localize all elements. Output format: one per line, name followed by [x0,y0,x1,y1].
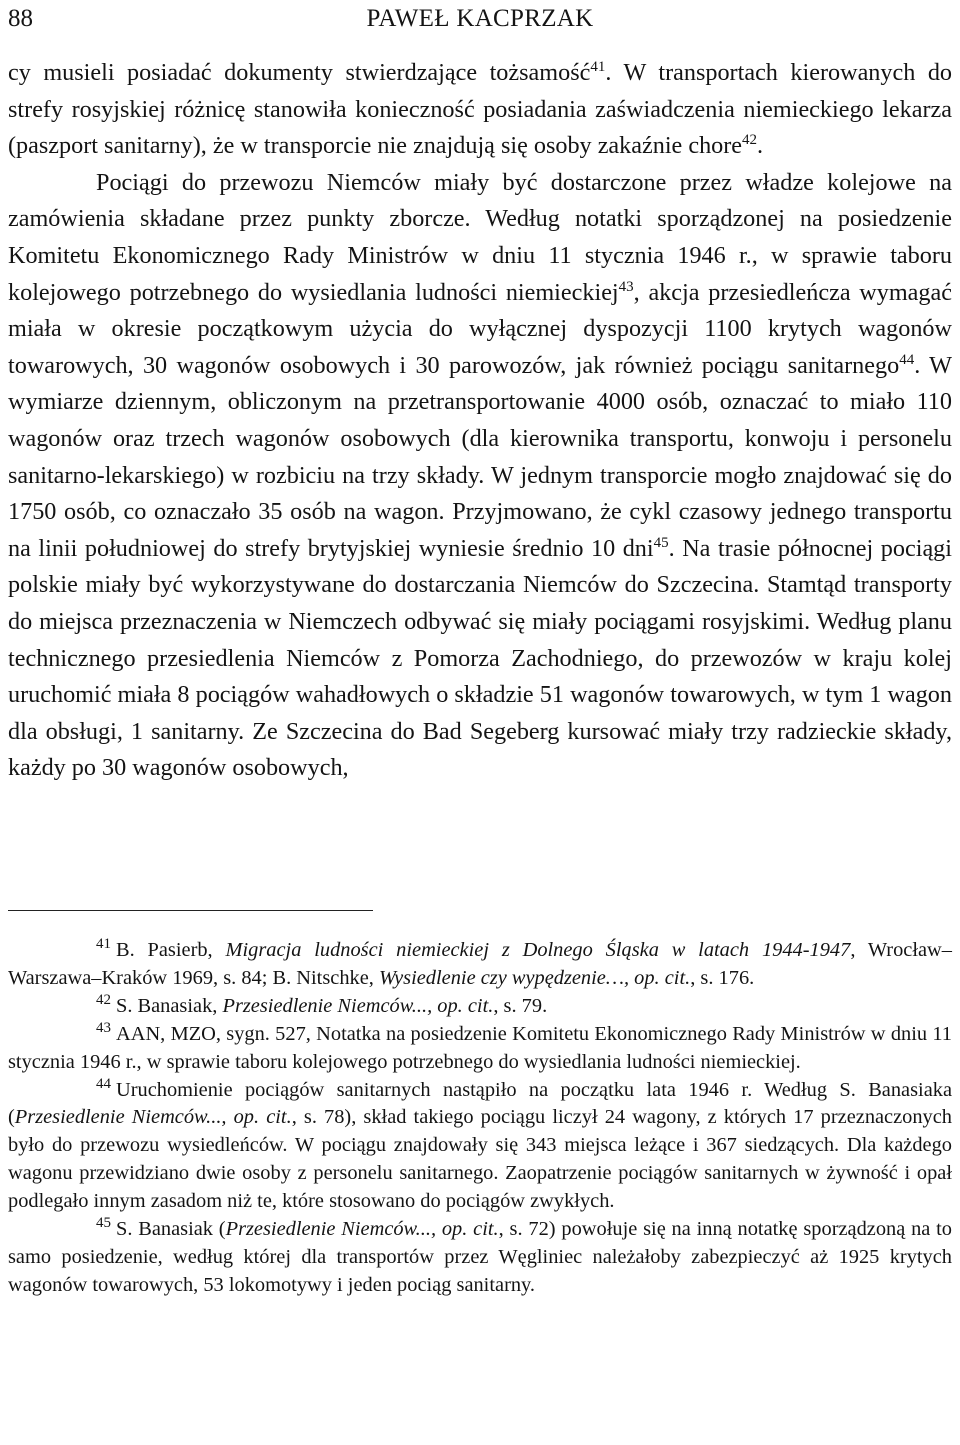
text-run: . W wymiarze dziennym, obliczonym na przetransportowanie 4000 osób, oznaczać to miało 110 wagonów oraz trzech wagonów osobowych (dla kierownika transportu, konwoju i personelu sanitarno-lekarskiego) w rozbiciu na trzy składy. W jednym transporcie mogło znajdować się do 1750 osób, co oznaczało 35 osób na wagon. Przyjmowano, że cykl czasowy jednego transportu na linii południowej do strefy brytyjskiej wyniesie średnio 10 dni [8,351,952,562]
footnote-43 [8,1021,952,1077]
footnote-44 [8,1077,952,1217]
footnote-number: 44 [96,1075,111,1092]
footnote-text: S. Banasiak, [116,994,223,1017]
paragraph-1 [8,55,952,165]
footnote-41 [8,937,952,993]
footnote-title: Przesiedlenie Niemców..., op. cit. [14,1106,292,1129]
footnote-number: 41 [96,936,111,952]
footnote-title: Migracja ludności niemieckiej z Dolnego Śląska w latach 1944-1947 [225,939,851,961]
text-run: . Na trasie północnej pociągi polskie miały być wykorzystywane do dostarczania Niemców do Szczecina. Stamtąd transporty do miejsca przeznaczenia w Niemczech odbywać się miały pociągami rosyjskimi. Według planu technicznego przesiedlenia Niemców z Pomorza Zachodniego, do przewozów w kraju kolej uruchomić miała 8 pociągów wahadłowych o składzie 51 wagonów towarowych, w tym 1 wagon dla obsługi, 1 sanitarny. Ze Szczecina do Bad Segeberg kursować miały trzy radzieckie składy, każdy po 30 wagonów osobowych, [8,534,952,782]
footnote-text: , s. 72) powołuje się na inną notatkę sporządzoną na to samo posiedzenie, według której dla transportów przez Węgliniec należałoby zabezpieczyć aż 1925 krytych wagonów towarowych, 53 lokomotywy i jeden pociąg sanitarny. [8,1218,953,1296]
footnote-text: Uruchomienie pociągów sanitarnych nastąpiło na początku lata 1946 r. Według S. Banasiaka ( [8,1078,952,1129]
footnote-ref[interactable]: 45 [653,534,669,551]
footnote-ref[interactable]: 41 [590,59,606,75]
footnote-separator [8,910,373,911]
running-title: PAWEŁ KACPRZAK [366,5,594,32]
footnotes [8,937,952,1300]
footnote-42 [8,993,952,1021]
footnote-45 [8,1216,952,1300]
footnote-number: 42 [96,991,111,1008]
footnote-ref[interactable]: 43 [618,278,634,295]
footnote-text: AAN, MZO, sygn. 527, Notatka na posiedzenie Komitetu Ekonomicznego Rady Ministrów w dniu 11 stycznia 1946 r., w sprawie taboru kolejowego potrzebnego do wysiedlania ludności niemieckiej. [8,1022,952,1073]
text-run: . W transportach kierowanych do strefy rosyjskiej różnicę stanowiła konieczność posiadania zaświadczenia niemieckiego lekarza (paszport sanitarny), że w transporcie nie znajdują się osoby zakaźnie chore [8,59,953,160]
footnote-text: , s. 79. [493,994,548,1017]
footnote-number: 45 [96,1215,111,1232]
footnote-title: Wysiedlenie czy wypędzenie…, op. cit. [378,966,691,989]
footnote-text: , s. 176. [690,966,755,989]
footnote-text: B. Pasierb, [116,939,226,961]
paragraph-2 [8,165,952,787]
footnote-title: Przesiedlenie Niemców..., op. cit. [225,1218,499,1241]
footnote-ref[interactable]: 42 [742,132,758,149]
text-run: cy musieli posiadać dokumenty stwierdzające tożsamość [8,59,591,86]
footnote-ref[interactable]: 44 [899,351,915,368]
main-text [8,55,952,787]
footnote-text: S. Banasiak ( [116,1218,226,1241]
text-run: . [757,132,764,160]
page-number: 88 [8,5,33,32]
footnote-text: , s. 78), skład takiego pociągu liczył 24 wagony, z których 17 przeznaczonych było do przewozu wysiedleńców. W pociągu znajdowały się 343 miejsca leżące i 367 siedzących. Dla każdego wagonu przewidziano dwie osoby z personelu sanitarnego. Zaopatrzenie pociągów sanitarnych w żywność i opał podlegało innym zasadom niż te, które stosowano do pociągów zwykłych. [8,1106,952,1213]
page-header [8,4,952,34]
footnote-title: Przesiedlenie Niemców..., op. cit. [222,994,494,1017]
text-run: , akcja przesiedleńcza wymagać miała w okresie początkowym użycia do wyłącznej dyspozycji 1100 krytych wagonów towarowych, 30 wagonów osobowych i 30 parowozów, jak również pociągu sanitarnego [8,278,952,379]
footnote-text: , Wrocław–Warszawa–Kraków 1969, s. 84; B. Nitschke, [8,939,952,989]
footnote-number: 43 [96,1019,111,1036]
text-run: Pociągi do przewozu Niemców miały być dostarczone przez władze kolejowe na zamówienia składane przez punkty zborcze. Według notatki sporządzonej na posiedzenie Komitetu Ekonomicznego Rady Ministrów w dniu 11 stycznia 1946 r., w sprawie taboru kolejowego potrzebnego do wysiedlania ludności niemieckiej [8,168,952,306]
